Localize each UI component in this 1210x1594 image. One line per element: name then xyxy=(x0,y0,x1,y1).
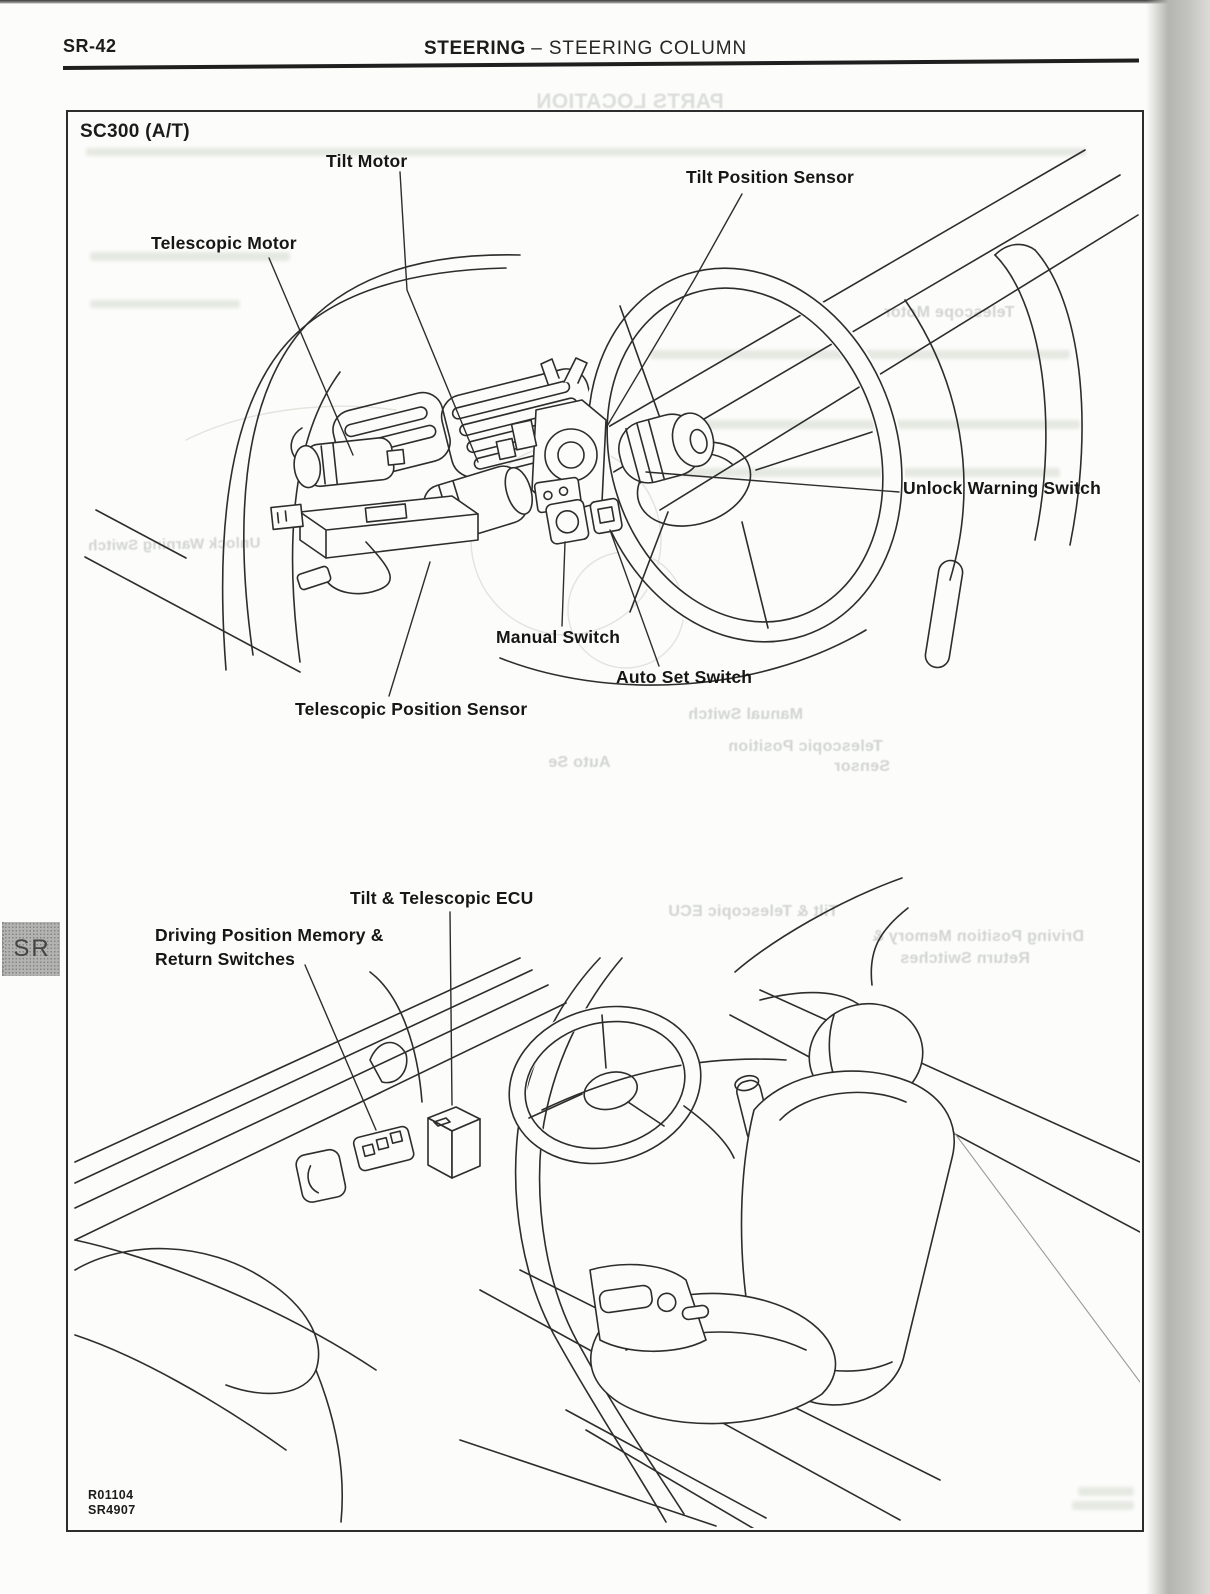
label-tilt-telescopic-ecu: Tilt & Telescopic ECU xyxy=(350,888,534,908)
page-title-subsection: – STEERING COLUMN xyxy=(531,38,748,59)
figure-code-1: R01104 xyxy=(88,1488,134,1502)
label-unlock-warning-switch: Unlock Warning Switch xyxy=(903,478,1102,498)
label-telescopic-position-sensor: Telescopic Position Sensor xyxy=(295,699,528,719)
header-rule xyxy=(63,58,1139,70)
label-telescopic-motor: Telescopic Motor xyxy=(151,233,297,253)
label-manual-switch: Manual Switch xyxy=(496,627,621,647)
ghost-text-return-switches: Return Switches xyxy=(900,950,1030,967)
label-auto-set-switch: Auto Set Switch xyxy=(616,667,753,687)
ghost-text-tilt-telescopic-ecu: Tilt & Telescopic ECU xyxy=(668,903,839,920)
label-driving-position-memory xyxy=(155,923,384,971)
section-tab-sr: SR xyxy=(2,922,60,976)
label-driving-position-memory-line1: Driving Position Memory & xyxy=(155,925,384,945)
label-tilt-motor: Tilt Motor xyxy=(326,151,408,171)
figure-codes xyxy=(88,1488,136,1517)
ghost-text-manual-switch: Manual Switch xyxy=(688,706,804,723)
figure-border-box xyxy=(66,110,1144,1532)
page-title-section: STEERING xyxy=(424,38,526,59)
page-title xyxy=(424,38,747,60)
ghost-text-parts-location: PARTS LOCATION xyxy=(536,90,724,113)
ghost-text-telescope-motor: Telescope Motor xyxy=(884,304,1015,321)
ghost-text-auto-set: Auto Se xyxy=(548,754,611,771)
scan-edge-artifact xyxy=(0,0,1210,4)
figure-code-2: SR4907 xyxy=(88,1502,136,1517)
ghost-text-unlock-warning: Unlock Warning Switch xyxy=(87,534,261,555)
figure-title: SC300 (A/T) xyxy=(80,121,190,142)
label-driving-position-memory-line2: Return Switches xyxy=(155,949,296,969)
ghost-text-sensor: Sensor xyxy=(834,758,891,775)
page-number: SR-42 xyxy=(63,36,117,56)
ghost-text-telescopic-position: Telescopic Position xyxy=(728,738,883,755)
page-edge-shadow xyxy=(1146,0,1210,1594)
label-tilt-position-sensor: Tilt Position Sensor xyxy=(686,167,855,187)
ghost-text-driving-position-memory: Driving Position Memory & xyxy=(872,928,1084,945)
